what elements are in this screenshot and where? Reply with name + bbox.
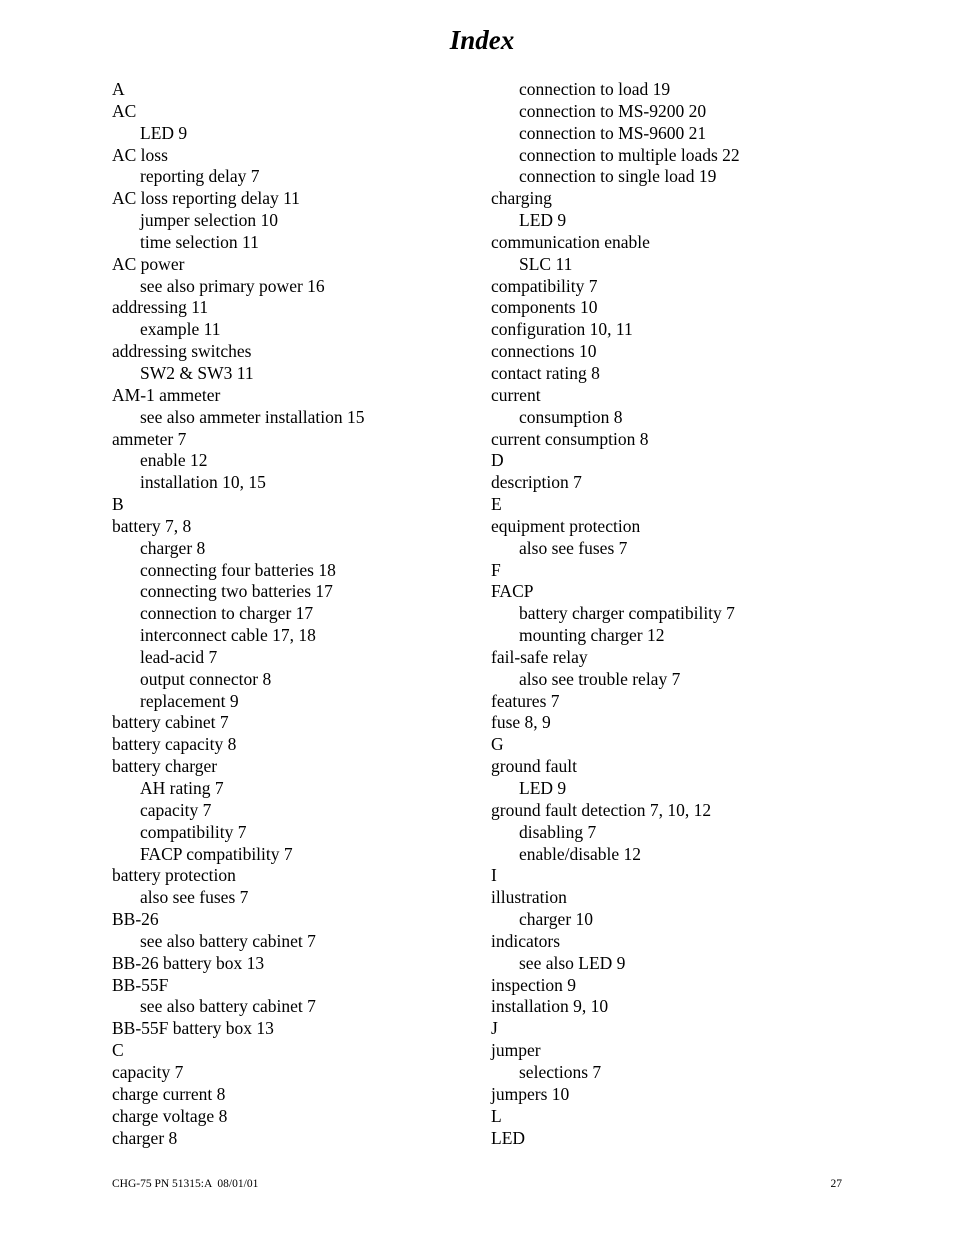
index-entry: current consumption 8 xyxy=(491,428,649,449)
index-entry: compatibility 7 xyxy=(491,275,598,296)
index-subentry: see also battery cabinet 7 xyxy=(140,930,316,951)
index-subentry: selections 7 xyxy=(519,1061,602,1082)
index-subentry: also see trouble relay 7 xyxy=(519,668,681,689)
index-subentry: jumper selection 10 xyxy=(140,210,279,231)
index-entry: addressing 11 xyxy=(112,297,209,318)
index-entry: jumper xyxy=(491,1040,541,1061)
index-entry: battery cabinet 7 xyxy=(112,712,229,733)
index-entry: ground fault detection 7, 10, 12 xyxy=(491,799,712,820)
index-subentry: also see fuses 7 xyxy=(519,537,628,558)
index-entry: charge voltage 8 xyxy=(112,1105,228,1126)
index-column-left xyxy=(112,79,482,1149)
index-entry: BB-26 xyxy=(112,909,159,930)
index-subentry: connection to MS-9600 21 xyxy=(519,122,707,143)
index-subentry: installation 10, 15 xyxy=(140,472,266,493)
index-subentry: see also LED 9 xyxy=(519,952,626,973)
index-entry: equipment protection xyxy=(491,515,641,536)
index-subentry: see also battery cabinet 7 xyxy=(140,996,316,1017)
index-entry: B xyxy=(112,494,124,515)
index-subentry: enable 12 xyxy=(140,450,208,471)
index-entry: description 7 xyxy=(491,472,582,493)
index-entry: indicators xyxy=(491,930,561,951)
index-entry: I xyxy=(491,865,497,886)
index-entry: contact rating 8 xyxy=(491,362,600,383)
index-entry: configuration 10, 11 xyxy=(491,319,633,340)
index-subentry: FACP compatibility 7 xyxy=(140,843,293,864)
index-entry: battery 7, 8 xyxy=(112,515,192,536)
index-subentry: LED 9 xyxy=(519,210,567,231)
index-entry: AC loss reporting delay 11 xyxy=(112,188,300,209)
index-subentry: capacity 7 xyxy=(140,799,212,820)
index-subentry: connection to single load 19 xyxy=(519,166,717,187)
index-entry: E xyxy=(491,494,502,515)
index-entry: charge current 8 xyxy=(112,1083,226,1104)
index-subentry: enable/disable 12 xyxy=(519,843,641,864)
index-subentry: see also primary power 16 xyxy=(140,275,325,296)
index-entry: A xyxy=(112,79,125,99)
index-entry: jumpers 10 xyxy=(491,1083,570,1104)
index-subentry: charger 8 xyxy=(140,537,206,558)
index-subentry: connection to multiple loads 22 xyxy=(519,144,740,165)
index-entry: AC power xyxy=(112,253,185,274)
index-subentry: SLC 11 xyxy=(519,253,573,274)
index-entry: connections 10 xyxy=(491,341,597,362)
index-subentry: lead-acid 7 xyxy=(140,646,218,667)
footer-page-number: 27 xyxy=(830,1178,842,1190)
index-entry: BB-26 battery box 13 xyxy=(112,952,265,973)
index-subentry: see also ammeter installation 15 xyxy=(140,406,365,427)
index-entry: C xyxy=(112,1040,124,1061)
index-subentry: connecting two batteries 17 xyxy=(140,581,333,602)
index-entry: features 7 xyxy=(491,690,560,711)
index-subentry: AH rating 7 xyxy=(140,778,224,798)
index-subentry: LED 9 xyxy=(519,778,567,798)
index-subentry: SW2 & SW3 11 xyxy=(140,362,254,383)
index-entry: capacity 7 xyxy=(112,1061,184,1082)
index-entry: AM-1 ammeter xyxy=(112,384,221,405)
index-subentry: compatibility 7 xyxy=(140,821,247,842)
index-column-right xyxy=(491,79,871,1149)
index-subentry: connection to MS-9200 20 xyxy=(519,100,707,121)
index-entry: inspection 9 xyxy=(491,974,577,995)
index-entry: addressing switches xyxy=(112,341,252,362)
index-entry: installation 9, 10 xyxy=(491,996,609,1017)
index-subentry: also see fuses 7 xyxy=(140,887,249,908)
index-subentry: disabling 7 xyxy=(519,821,597,842)
index-subentry: time selection 11 xyxy=(140,231,259,252)
index-subentry: mounting charger 12 xyxy=(519,625,665,646)
index-entry: D xyxy=(491,450,504,471)
index-entry: FACP xyxy=(491,581,534,602)
index-subentry: LED 9 xyxy=(140,122,188,143)
index-entry: components 10 xyxy=(491,297,598,318)
index-entry: fail-safe relay xyxy=(491,646,588,667)
index-entry: F xyxy=(491,559,501,580)
index-entry: battery capacity 8 xyxy=(112,734,237,755)
index-entry: current xyxy=(491,384,541,405)
index-entry: J xyxy=(491,1018,498,1039)
index-entry: charging xyxy=(491,188,552,209)
index-entry: L xyxy=(491,1105,502,1126)
index-subentry: consumption 8 xyxy=(519,406,623,427)
index-subentry: output connector 8 xyxy=(140,668,272,689)
index-entry: BB-55F xyxy=(112,974,169,995)
index-entry: AC xyxy=(112,100,137,121)
index-entry: ammeter 7 xyxy=(112,428,187,449)
index-subentry: reporting delay 7 xyxy=(140,166,260,187)
index-entry: AC loss xyxy=(112,144,168,165)
index-entry: ground fault xyxy=(491,756,578,777)
index-entry: charger 8 xyxy=(112,1127,178,1148)
index-entry: illustration xyxy=(491,887,567,908)
index-subentry: interconnect cable 17, 18 xyxy=(140,625,316,646)
index-entry: G xyxy=(491,734,504,755)
index-subentry: charger 10 xyxy=(519,909,594,930)
index-subentry: replacement 9 xyxy=(140,690,239,711)
index-entry: fuse 8, 9 xyxy=(491,712,551,733)
index-subentry: battery charger compatibility 7 xyxy=(519,603,735,624)
index-subentry: example 11 xyxy=(140,319,221,340)
index-entry: battery protection xyxy=(112,865,236,886)
index-entry: LED xyxy=(491,1127,526,1148)
footer-document-id: CHG-75 PN 51315:A 08/01/01 xyxy=(112,1178,259,1190)
index-entry: BB-55F battery box 13 xyxy=(112,1018,274,1039)
index-entry: communication enable xyxy=(491,231,650,252)
index-subentry: connecting four batteries 18 xyxy=(140,559,336,580)
index-subentry: connection to load 19 xyxy=(519,79,671,99)
index-entry: battery charger xyxy=(112,756,218,777)
index-subentry: connection to charger 17 xyxy=(140,603,314,624)
page-title: Index xyxy=(449,25,515,55)
